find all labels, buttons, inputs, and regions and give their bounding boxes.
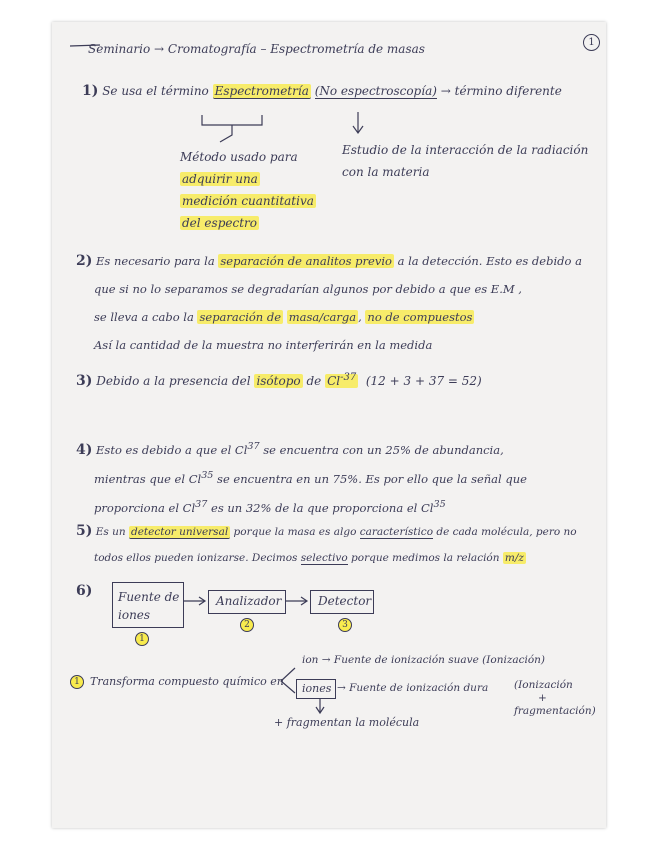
- transform-text: Transforma compuesto químico en: [90, 675, 284, 688]
- analyzer-label: Analizador: [216, 594, 282, 608]
- q1-left-note: Método usado para adquirir una medición cuantitativa del espectro: [180, 150, 314, 230]
- mark-1: 1: [135, 632, 149, 646]
- q1-right-note: Estudio de la interacción de la radiación con la materia: [342, 143, 589, 179]
- mark-3: 3: [338, 618, 352, 632]
- q1-line: 1) Se usa el término Espectrometría (No espectroscopía) → término diferente: [82, 83, 562, 99]
- q6-number: 6): [76, 583, 93, 599]
- mark-2: 2: [240, 618, 254, 632]
- q5-block: 5) Es un detector universal porque la masa es algo característico de cada molécula, pero no todos ellos pueden ionizarse. Decimos selectivo porque medimos la relación m/z: [76, 523, 577, 564]
- hard-note: (Ionización + fragmentación): [514, 679, 596, 717]
- q3-line: 3) Debido a la presencia del isótopo de $Cl^{-37}$ (12 + 3 + 37 = 52): [76, 372, 482, 389]
- line-mark: 1: [70, 675, 84, 689]
- fragment-note: + fragmentan la molécula: [274, 716, 420, 729]
- branch-hard: → Fuente de ionización dura: [337, 682, 489, 694]
- notebook-page: [52, 22, 606, 828]
- q1-bracket-tail: [220, 125, 232, 142]
- page-number: 1: [583, 34, 600, 51]
- ions-label: iones: [302, 682, 332, 695]
- q1-paren: (No espectroscopía): [314, 84, 437, 98]
- detector-label: Detector: [318, 594, 372, 608]
- ion-source-label: Fuente de iones: [118, 590, 180, 622]
- q4-block: 4) Esto es debido a que el Cl$^{37}$ se encuentra con un 25% de abundancia, mientras que el Cl$^{35}$ se encuentra en un 75%. Es por ello que la señal que proporciona el Cl$^{37}$ es un 32% de la que proporciona el Cl$^{35}$: [76, 441, 527, 515]
- q2-block: 2) Es necesario para la separación de analitos previo a la detección. Esto es debido a que si no lo separamos se degradarían algunos por debido a que es E.M , se lleva a cabo la separación de masa/carga , no de compuestos Así la cantidad de la muestra no interferirán en la medida: [76, 253, 582, 352]
- q1-bracket: [202, 115, 262, 125]
- branch-soft: ion → Fuente de ionización suave (Ionización): [302, 654, 546, 666]
- page-header: Seminario → Cromatografía – Espectrometría de masas: [88, 42, 425, 56]
- q1-term: Espectrometría: [214, 84, 309, 98]
